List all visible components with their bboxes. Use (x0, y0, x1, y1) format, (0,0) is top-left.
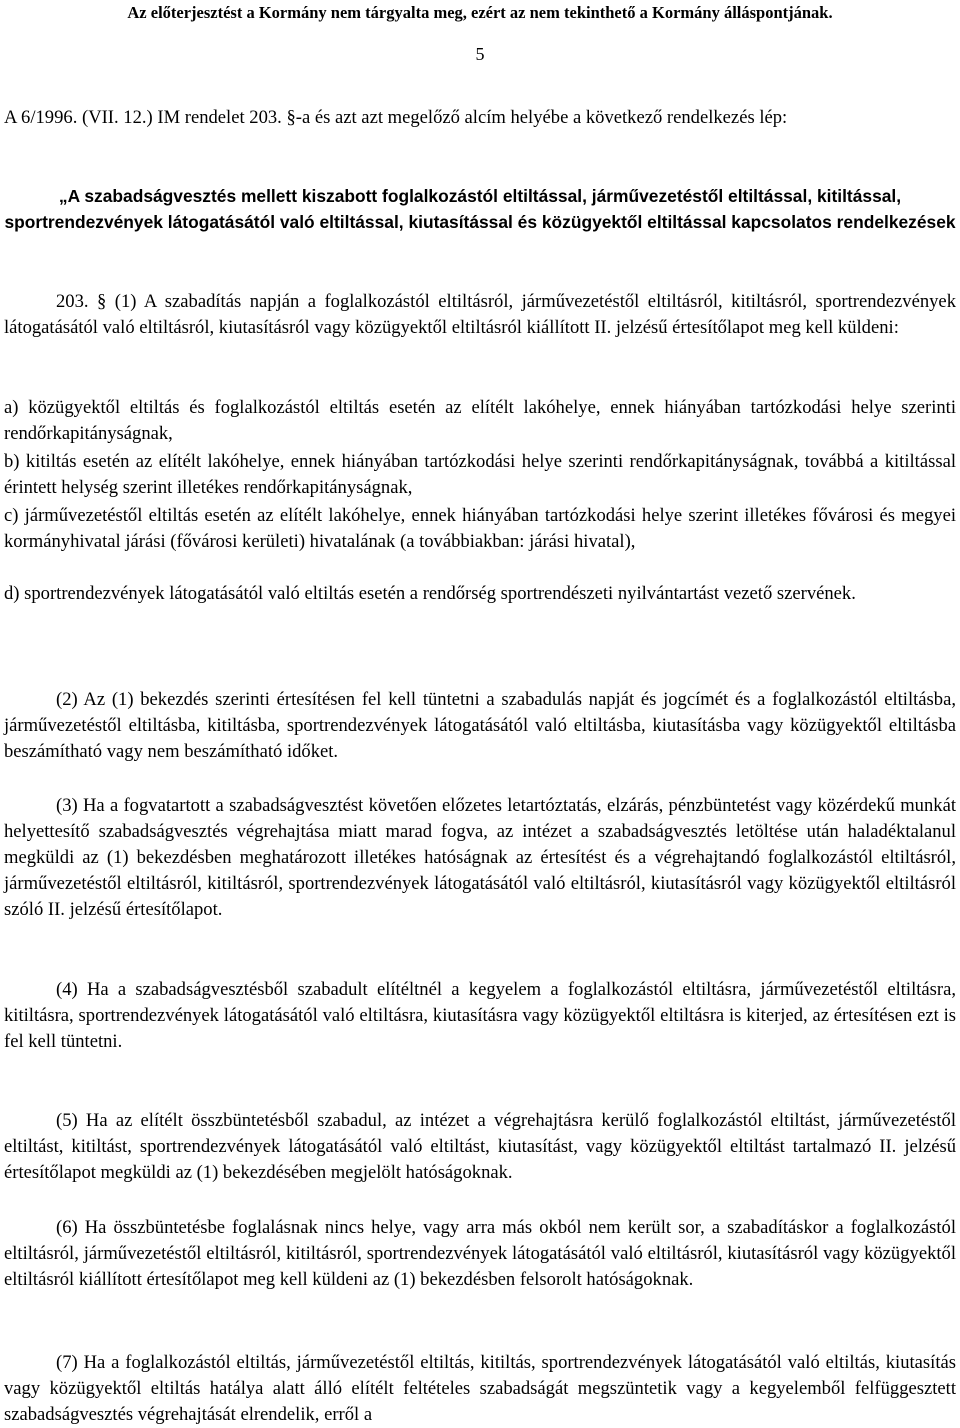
paragraph-2: (2) Az (1) bekezdés szerinti értesítésen fel kell tüntetni a szabadulás napját és jogcímét és a foglalkozástól eltiltásba, járművezetéstől eltiltásba, kitiltásba, sportrendezvények látogatásától való eltiltásba, kiutasításba vagy közügyektől eltiltásba beszámítható vagy nem beszámítható időket. (4, 689, 956, 762)
paragraph-c: c) járművezetéstől eltiltás esetén az elítélt lakóhelye, ennek hiányában tartózkodási helye szerint illetékes fővárosi és megyei kormányhivatal járási (fővárosi kerületi) hivatalának (a továbbiakban: járási hivatal), (4, 505, 956, 552)
paragraph-6: (6) Ha összbüntetésbe foglalásnak nincs helye, vagy arra más okból nem került sor, a szabadításkor a foglalkozástól eltiltásról, járművezetéstől eltiltásról, kitiltásról, sportrendezvények látogatásától való eltiltásról, kiutasításról vagy közügyektől eltiltásról kiállított értesítőlapot meg kell küldeni az (1) bekezdésben felsorolt hatóságoknak. (4, 1217, 956, 1290)
disclaimer-header: Az előterjesztést a Kormány nem tárgyalta meg, ezért az nem tekinthető a Kormány álláspontjának. (127, 3, 833, 22)
paragraph-d: d) sportrendezvények látogatásától való eltiltás esetén a rendőrség sportrendészeti nyilvántartást vezető szervének. (4, 583, 856, 604)
paragraph-3: (3) Ha a fogvatartott a szabadságvesztést követően előzetes letartóztatás, elzárás, pénzbüntetést vagy közérdekű munkát helyettesítő szabadságvesztés végrehajtása miatt marad fogva, az intézet a szabadságvesztés letöltése után haladéktalanul megküldi az (1) bekezdésben meghatározott illetékes hatóságnak az értesítést és a végrehajtandó foglalkozástól eltiltásról, járművezetéstől eltiltásról, kitiltásról, sportrendezvények látogatásától való eltiltásról, kiutasításról vagy közügyektől eltiltásról szóló II. jelzésű értesítőlapot. (4, 795, 956, 920)
paragraph-7: (7) Ha a foglalkozástól eltiltás, járművezetéstől eltiltás, kitiltás, sportrendezvények látogatásától való eltiltás, kiutasítás vagy közügyektől eltiltás hatálya alatt álló elítélt feltételes szabadságát megszüntetik vagy a kegyelemből felfüggesztett szabadságvesztés végrehajtását elrendelik, erről a (4, 1352, 956, 1425)
paragraph-4: (4) Ha a szabadságvesztésből szabadult elítéltnél a kegyelem a foglalkozástól eltiltásra, járművezetéstől eltiltásra, kitiltásra, sportrendezvények látogatásától való eltiltásra, kiutasításra vagy közügyektől eltiltásra is kiterjed, az értesítésen ezt is fel kell tüntetni. (4, 979, 956, 1052)
paragraph-1: 203. § (1) A szabadítás napján a foglalkozástól eltiltásról, járművezetéstől eltiltásról, kitiltásról, sportrendezvények látogatásától való eltiltásról, kiutasításról vagy közügyektől eltiltásról kiállított II. jelzésű értesítőlapot meg kell küldeni: (4, 291, 956, 338)
page-number: 5 (475, 44, 485, 64)
paragraph-a: a) közügyektől eltiltás és foglalkozástól eltiltás esetén az elítélt lakóhelye, ennek hiányában tartózkodási helye szerinti rendőrkapitányságnak, (4, 397, 956, 444)
intro-paragraph: A 6/1996. (VII. 12.) IM rendelet 203. §-a és azt azt megelőző alcím helyébe a következő rendelkezés lép: (4, 107, 788, 128)
paragraph-b: b) kitiltás esetén az elítélt lakóhelye, ennek hiányában tartózkodási helye szerinti rendőrkapitányságnak, továbbá a kitiltással érintett helység szerint illetékes rendőrkapitányságnak, (4, 451, 956, 498)
paragraph-5: (5) Ha az elítélt összbüntetésből szabadul, az intézet a végrehajtásra kerülő foglalkozástól eltiltást, járművezetéstől eltiltást, kitiltást, sportrendezvények látogatásától való eltiltást, kiutasítást, vagy közügyektől eltiltást tartalmazó II. jelzésű értesítőlapot megküldi az (1) bekezdésében megjelölt hatóságoknak. (4, 1110, 956, 1183)
section-subtitle: „A szabadságvesztés mellett kiszabott foglalkozástól eltiltással, járművezetéstől eltiltással, kitiltással, sportrendezvények látogatásától való eltiltással, kiutasítással és közügyektől eltiltással kapcsolatos rendelkezések (4, 186, 956, 232)
